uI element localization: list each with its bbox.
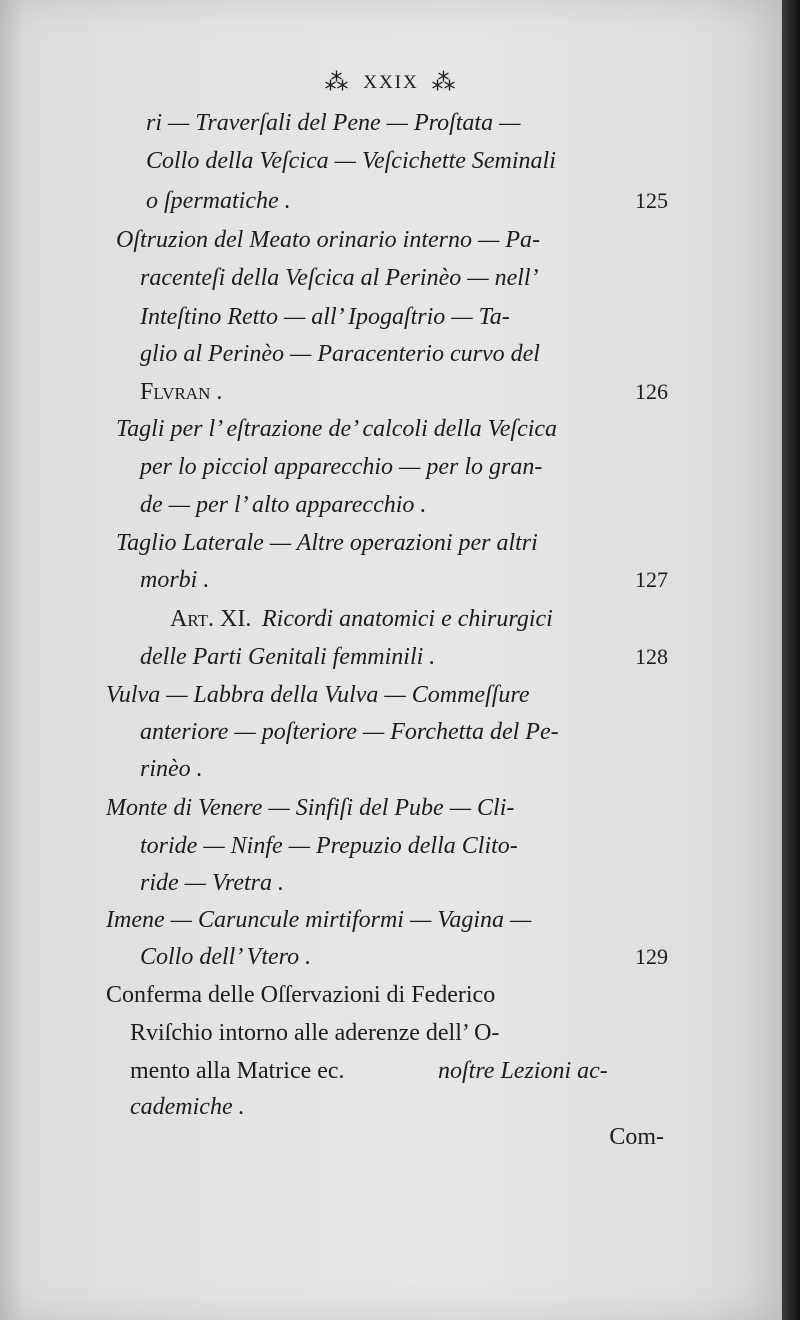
index-line — [0, 227, 782, 263]
index-line — [0, 379, 782, 415]
page-number: 128 — [635, 644, 668, 669]
line-text: Collo della Veſcica — Veſcichette Seminali — [146, 148, 556, 174]
ornament-right-icon: ⁂ — [431, 70, 458, 96]
line-text: rinèo . — [140, 756, 203, 782]
line-text: Inteſtino Retto — all’ Ipogaſtrio — Ta- — [140, 304, 510, 330]
line-text: cademiche . — [130, 1094, 245, 1120]
index-line — [0, 944, 782, 980]
line-text: Tagli per l’ eſtrazione de’ calcoli della Veſcica — [116, 416, 558, 442]
page-number: 127 — [635, 567, 668, 592]
line-text: mento alla Matrice ec. — [130, 1058, 345, 1084]
index-line — [0, 833, 782, 869]
line-text: Rviſchio intorno alle aderenze dell’ O- — [130, 1020, 500, 1046]
index-line — [0, 530, 782, 566]
line-text: per lo picciol apparecchio — per lo gran- — [140, 454, 543, 480]
line-text: delle Parti Genitali femminili . — [140, 644, 436, 670]
index-line — [0, 1020, 782, 1056]
index-line — [0, 870, 782, 906]
line-text: Imene — Caruncule mirtiformi — Vagina — — [106, 907, 532, 933]
page-number: 125 — [635, 188, 668, 213]
index-line — [0, 606, 782, 642]
line-text: racenteſi della Veſcica al Perinèo — nell’ — [140, 265, 539, 291]
index-line — [0, 682, 782, 718]
line-text: anteriore — poſteriore — Forchetta del Pe- — [140, 719, 559, 745]
page-header — [0, 68, 782, 97]
line-text: Collo dell’ Vtero . — [140, 944, 312, 970]
book-binding-edge — [782, 0, 800, 1320]
line-text: noſtre Lezioni ac- — [438, 1058, 608, 1084]
index-line — [0, 110, 782, 146]
line-text: ride — Vretra . — [140, 870, 284, 896]
line-text: o ſpermatiche . — [146, 188, 291, 214]
index-line — [0, 719, 782, 755]
line-text: glio al Perinèo — Paracenterio curvo del — [140, 341, 540, 367]
ornament-left-icon: ⁂ — [324, 70, 351, 96]
index-line — [0, 567, 782, 603]
line-text: Oſtruzion del Meato orinario interno — Pa- — [116, 227, 540, 253]
line-text: morbi . — [140, 567, 210, 593]
line-text: Vulva — Labbra della Vulva — Commeſſure — [106, 682, 530, 708]
line-text: Ricordi anatomici e chirurgici — [262, 606, 553, 632]
index-line — [0, 188, 782, 224]
line-text: ri — Traverſali del Pene — Proſtata — — [146, 110, 521, 136]
index-line — [0, 265, 782, 301]
page-number: 126 — [635, 379, 668, 404]
index-line — [0, 1094, 782, 1130]
index-line — [0, 1058, 782, 1094]
index-line — [0, 492, 782, 528]
catchword: Com- — [609, 1124, 664, 1150]
index-line — [0, 795, 782, 831]
index-line — [0, 644, 782, 680]
index-line — [0, 416, 782, 452]
line-text: Monte di Venere — Sinfiſi del Pube — Cli- — [106, 795, 515, 821]
page-numeral: XXIX — [363, 72, 419, 93]
index-line — [0, 148, 782, 184]
line-text: toride — Ninfe — Prepuzio della Clito- — [140, 833, 518, 859]
line-text: de — per l’ alto apparecchio . — [140, 492, 427, 518]
line-text: Conferma delle Oſſervazioni di Federico — [106, 982, 496, 1008]
line-text: Taglio Laterale — Altre operazioni per altri — [116, 530, 538, 556]
index-line — [0, 982, 782, 1018]
line-text: Flvran . — [140, 379, 223, 405]
index-line — [0, 756, 782, 792]
index-line — [0, 454, 782, 490]
index-line — [0, 304, 782, 340]
index-line — [0, 907, 782, 943]
index-line — [0, 341, 782, 377]
article-heading: Art. XI. — [170, 606, 252, 632]
page-number: 129 — [635, 944, 668, 969]
